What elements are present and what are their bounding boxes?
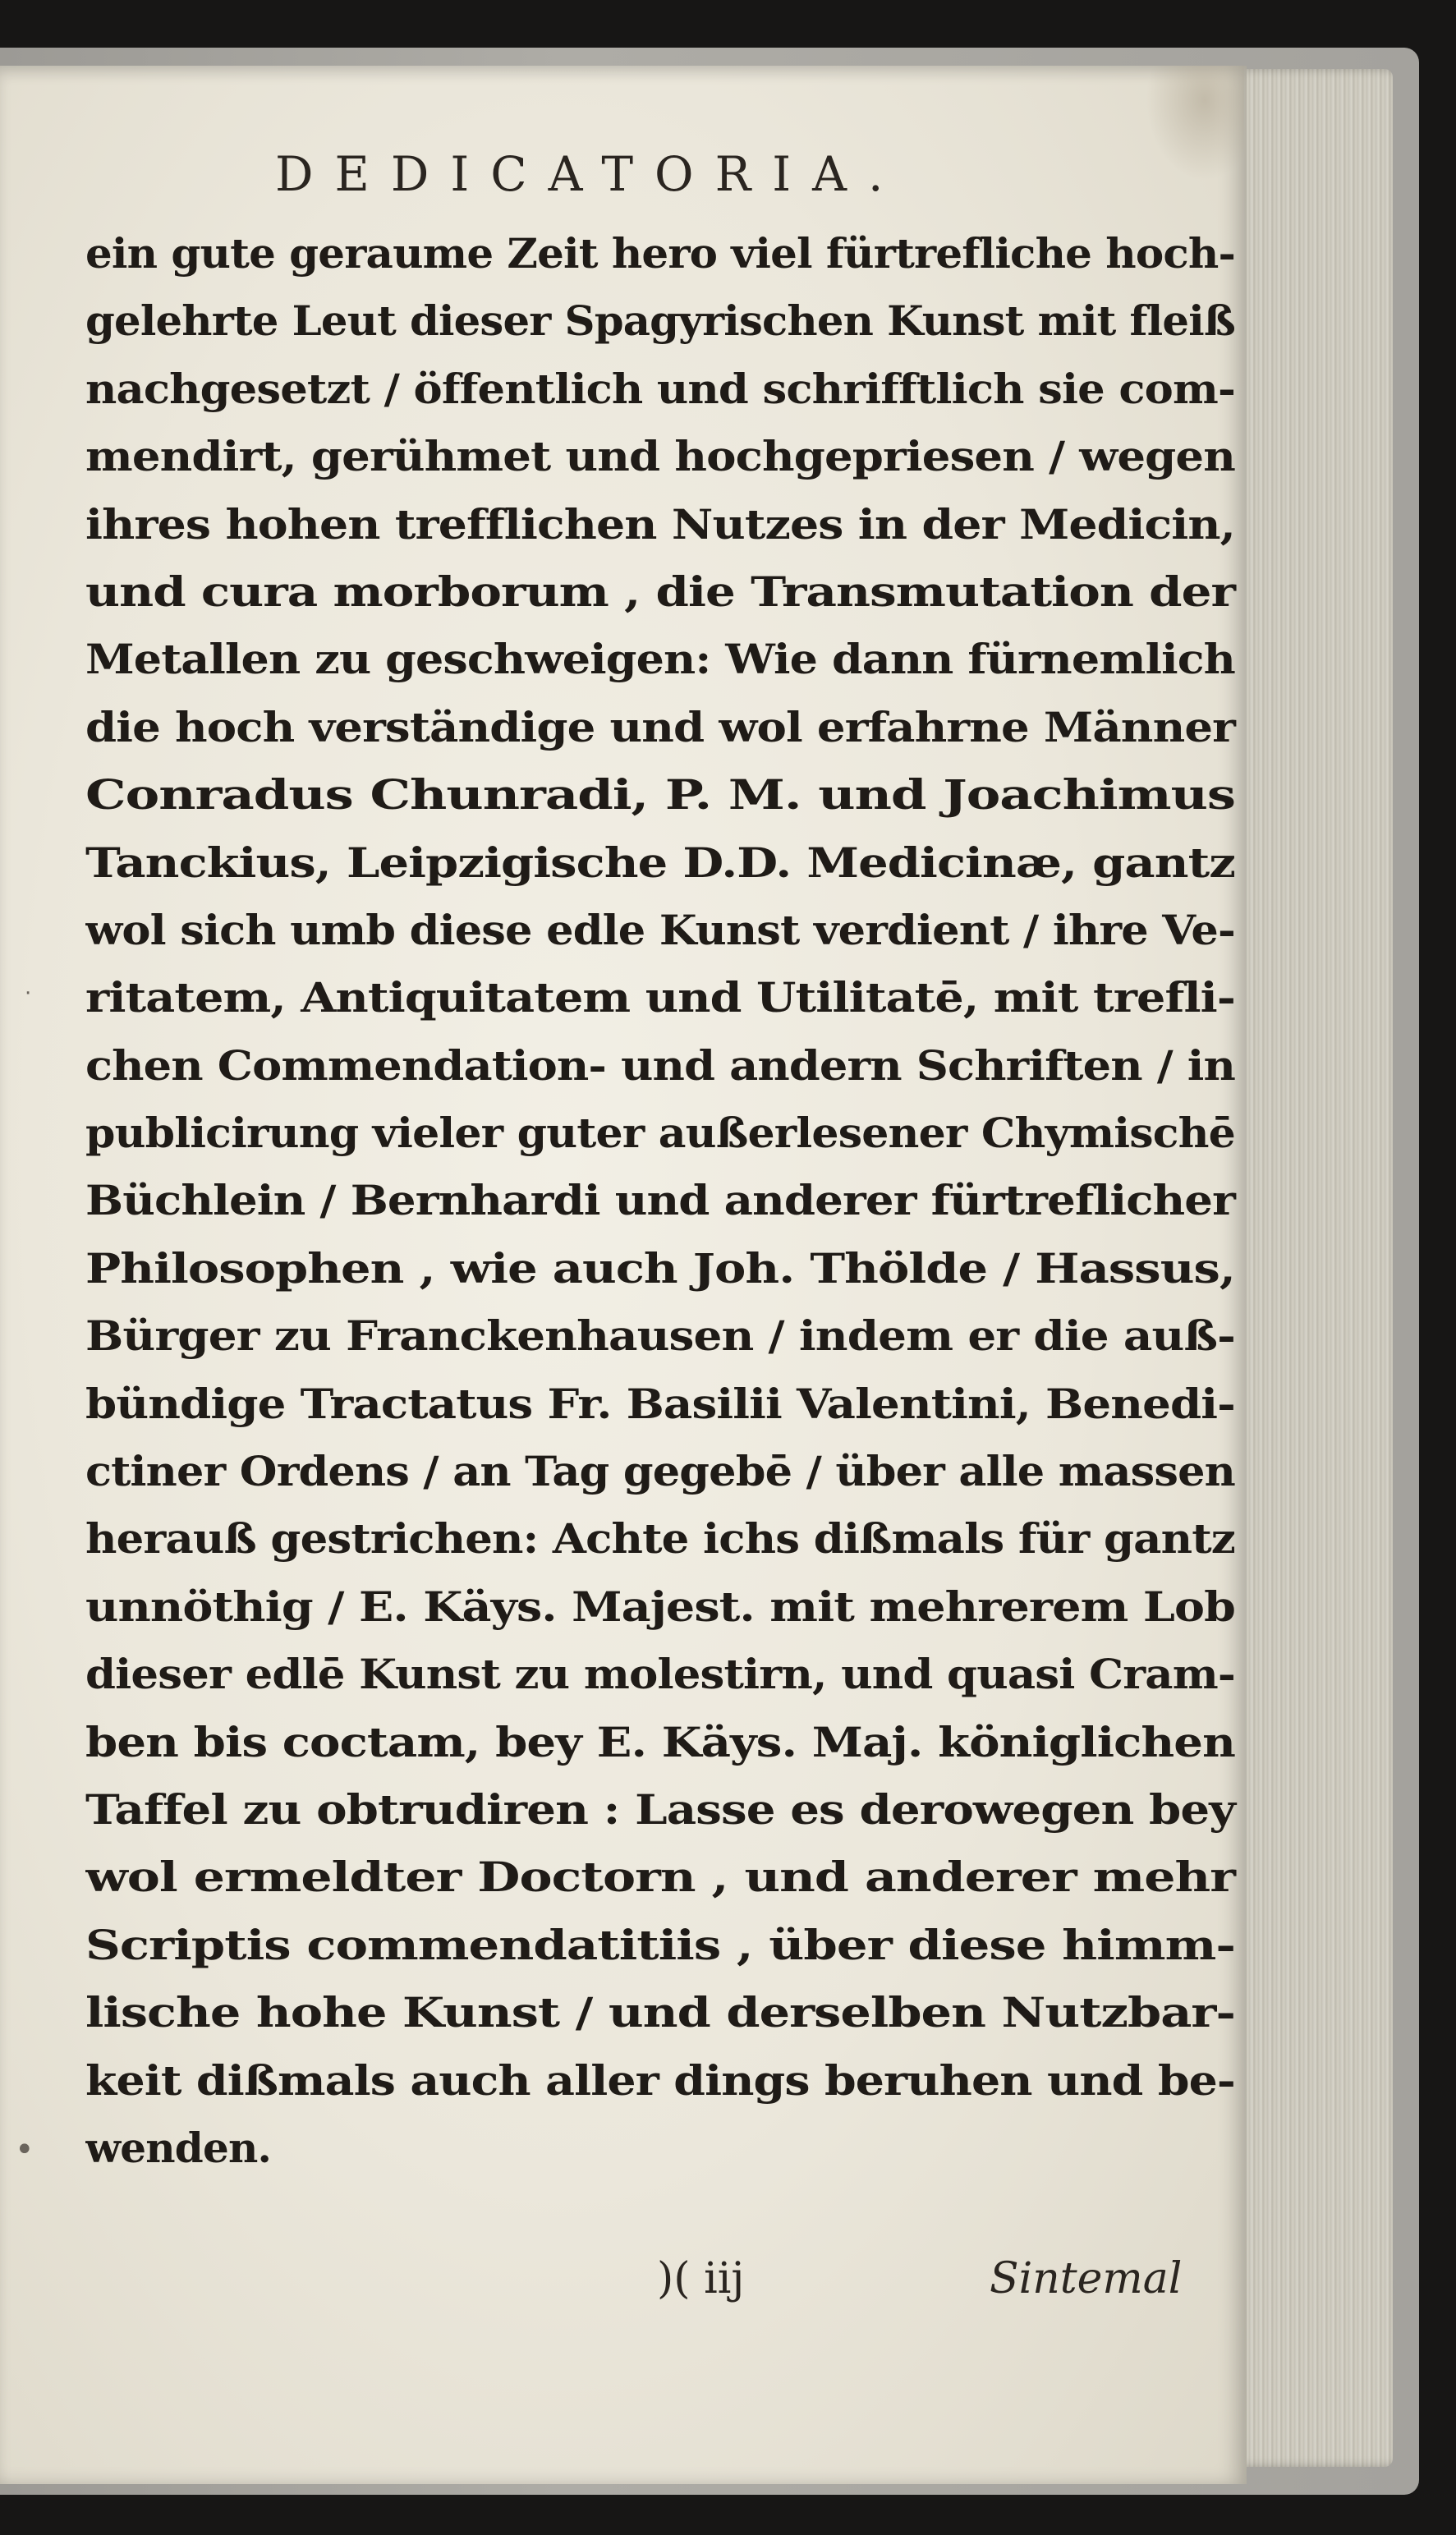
- text-line: wol ermeldter Doctorn , und anderer mehr: [85, 1853, 1235, 1902]
- text-line: ihres hohen trefflichen Nutzes in der Medicin,: [85, 499, 1235, 549]
- text-line: Philosophen , wie auch Joh. Thölde / Hassus,: [85, 1243, 1235, 1293]
- margin-dot-mark: ·: [25, 981, 32, 1006]
- text-line: ritatem, Antiquitatem und Utilitatē, mit trefli-: [85, 973, 1235, 1022]
- running-head: DEDICATORIA.: [275, 146, 905, 202]
- text-line: Büchlein / Bernhardi und anderer fürtreflicher: [85, 1176, 1235, 1225]
- text-line: ein gute geraume Zeit hero viel fürtrefliche hoch-: [85, 229, 1235, 278]
- text-line: keit dißmals auch aller dings beruhen und be-: [85, 2055, 1235, 2105]
- text-line: wol sich umb diese edle Kunst verdient / ihre Ve-: [85, 905, 1235, 954]
- text-line: unnöthig / E. Käys. Majest. mit mehrerem Lob: [85, 1582, 1235, 1631]
- page-footer: [657, 2254, 1224, 2328]
- text-line: Metallen zu geschweigen: Wie dann fürnemlich: [85, 635, 1235, 684]
- text-line: chen Commendation- und andern Schriften / in: [85, 1040, 1235, 1090]
- catchword: Sintemal: [990, 2254, 1183, 2303]
- text-line: lische hohe Kunst / und derselben Nutzbar-: [85, 1988, 1235, 2037]
- text-line: Tanckius, Leipzigische D.D. Medicinæ, gantz: [85, 838, 1235, 887]
- body-text: [85, 220, 1252, 2182]
- text-line: dieser edlē Kunst zu molestirn, und quasi Cram-: [85, 1650, 1235, 1699]
- margin-dot-mark: •: [15, 2131, 34, 2169]
- text-line: publicirung vieler guter außerlesener Chymischē: [85, 1109, 1235, 1158]
- text-line: und cura morborum , die Transmutation der: [85, 567, 1235, 616]
- page-edges: [1232, 69, 1393, 2467]
- text-line: Conradus Chunradi, P. M. und Joachimus: [85, 770, 1235, 820]
- text-line: mendirt, gerühmet und hochgepriesen / wegen: [85, 432, 1236, 481]
- text-line: gelehrte Leut dieser Spagyrischen Kunst mit fleiß: [85, 296, 1235, 346]
- corner-stain: [1146, 66, 1244, 181]
- text-line: wenden.: [85, 2123, 272, 2172]
- text-line: herauß gestrichen: Achte ichs dißmals für gantz: [85, 1514, 1235, 1564]
- text-line: Bürger zu Franckenhausen / indem er die auß-: [85, 1311, 1235, 1361]
- text-line: ben bis coctam, bey E. Käys. Maj. königlichen: [85, 1717, 1235, 1766]
- text-line: Taffel zu obtrudiren : Lasse es derowegen bey: [85, 1784, 1235, 1834]
- text-line: nachgesetzt / öffentlich und schrifftlich sie com-: [85, 364, 1235, 413]
- signature-mark: )( iij: [657, 2254, 745, 2303]
- text-line: ctiner Ordens / an Tag gegebē / über alle massen: [85, 1447, 1235, 1496]
- text-line: die hoch verständige und wol erfahrne Männer: [85, 702, 1235, 751]
- text-line: Scriptis commendatitiis , über diese himm-: [85, 1920, 1235, 1969]
- text-line: bündige Tractatus Fr. Basilii Valentini, Benedi-: [85, 1379, 1236, 1428]
